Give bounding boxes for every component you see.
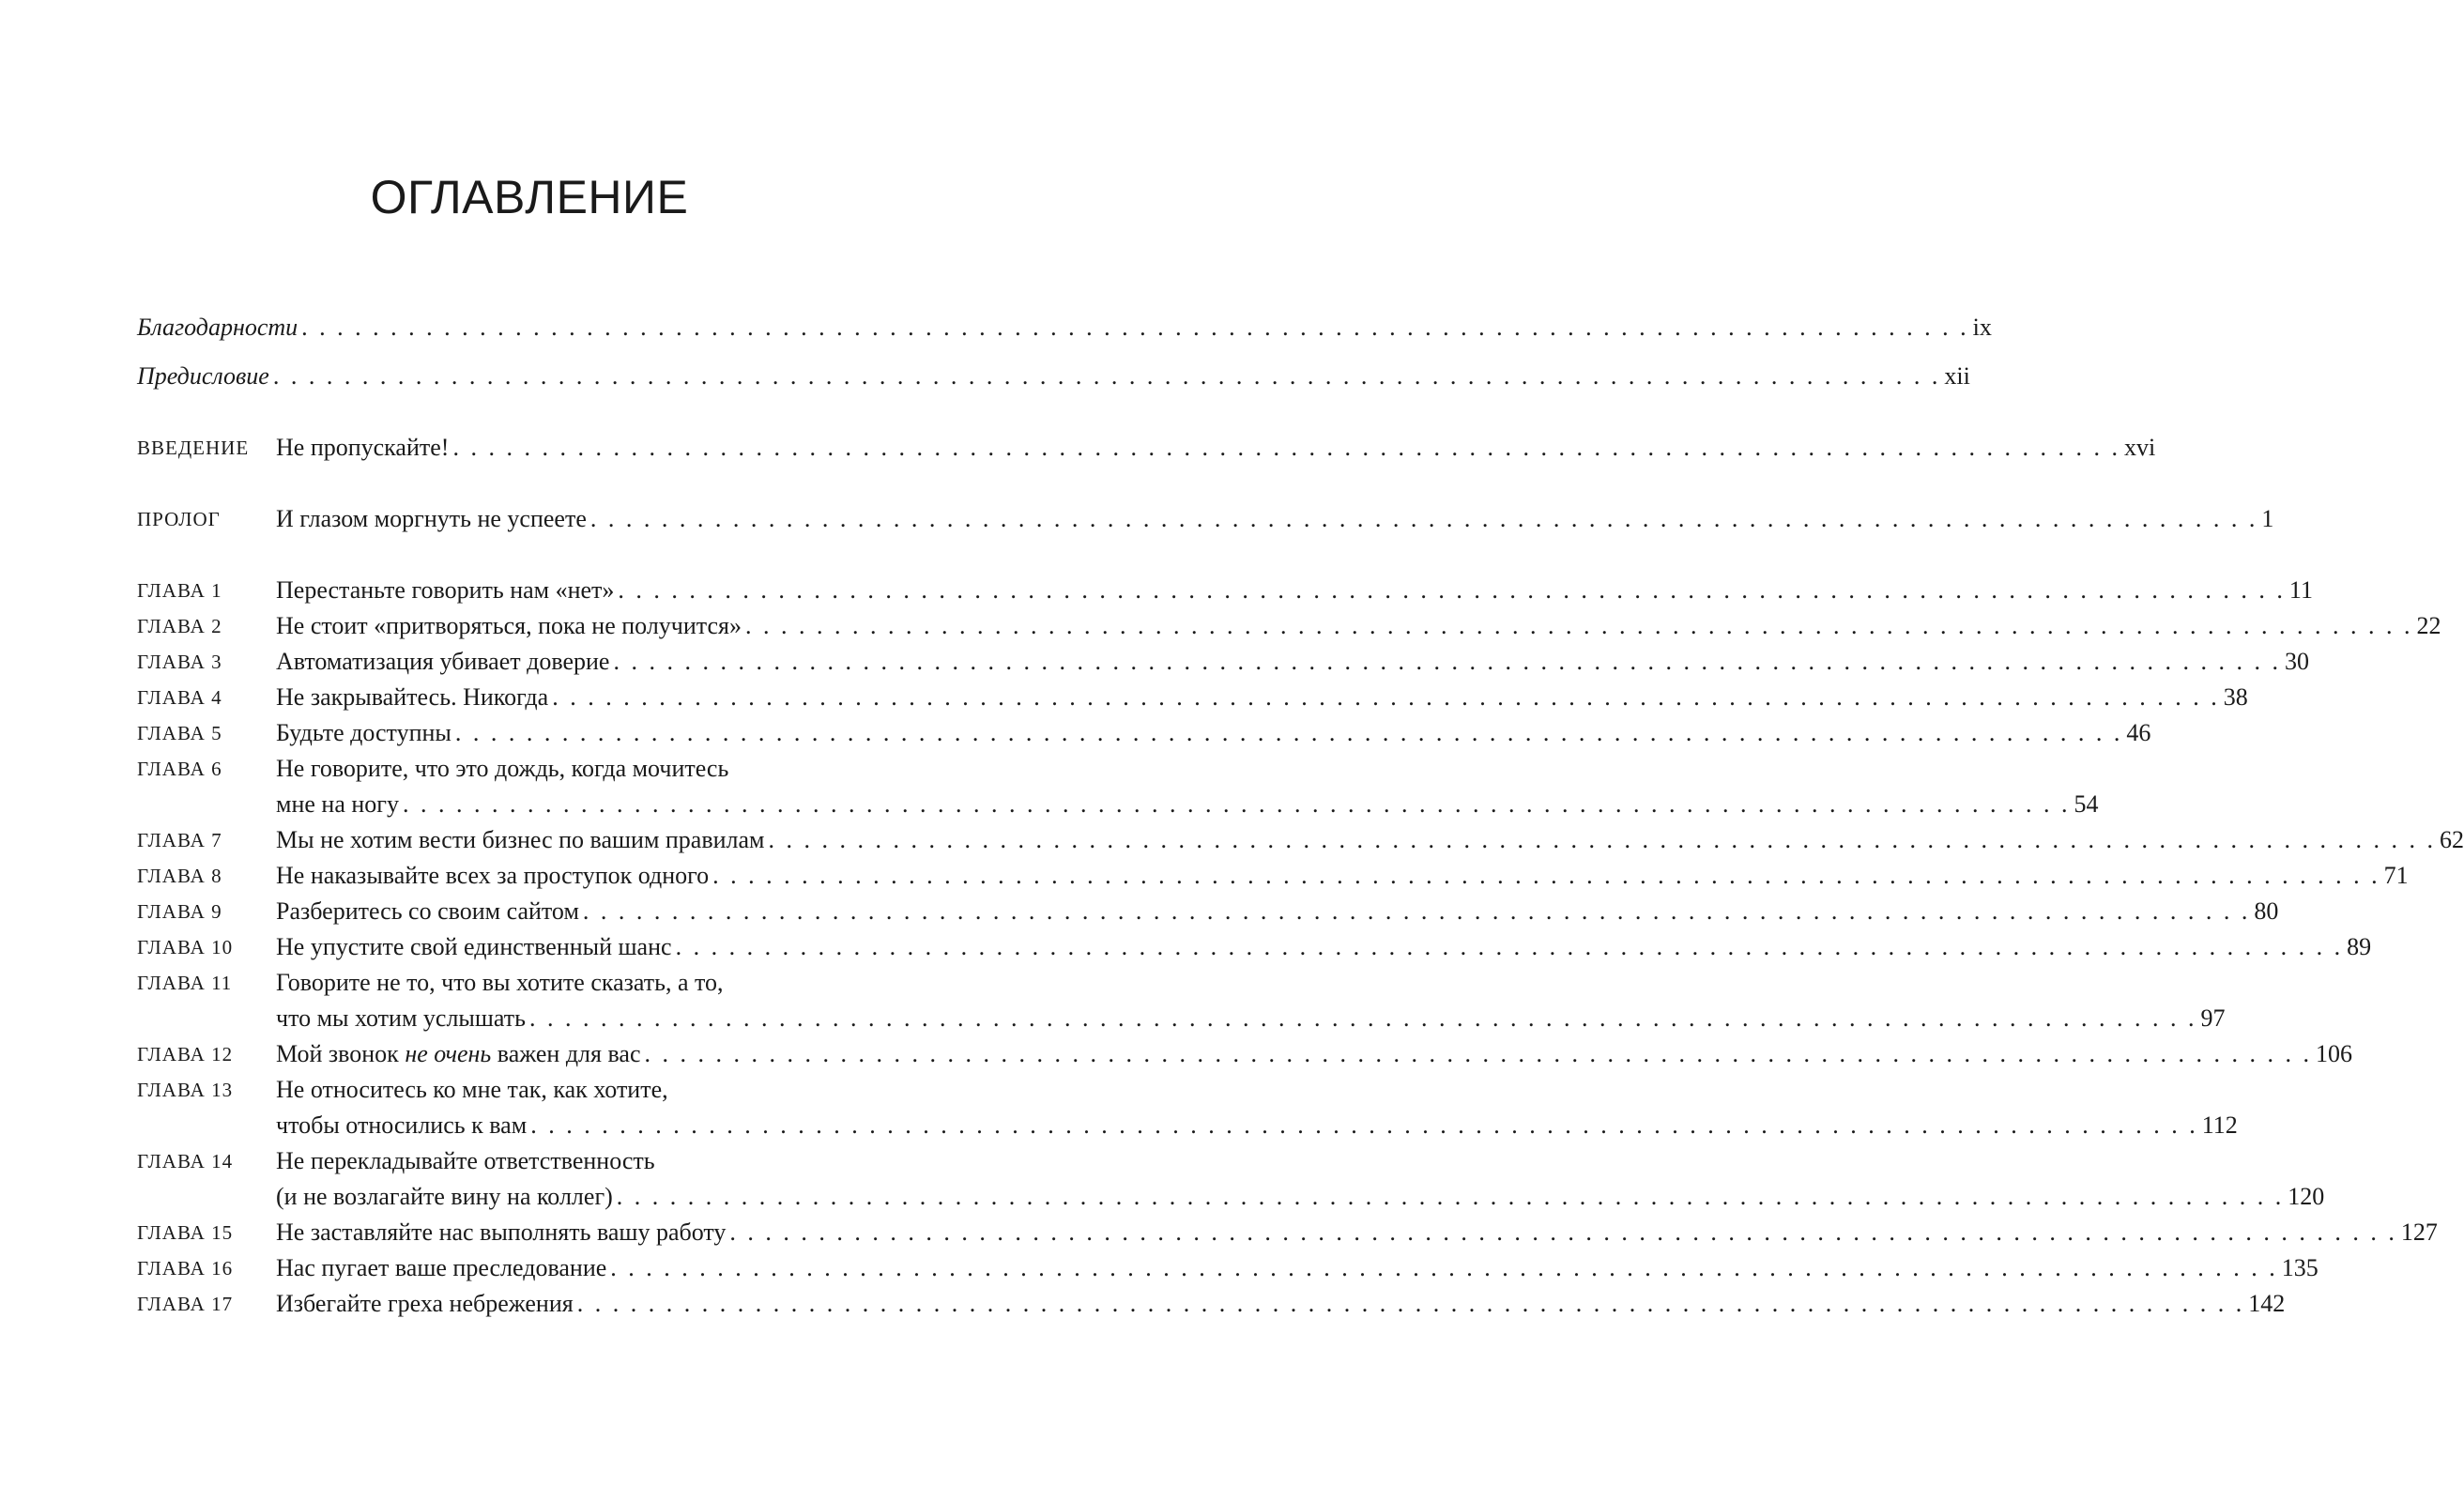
- dot-leader: . . . . . . . . . . . . . . . . . . . . . . . . . . . . . . . . . . . . . . . . . . . . . . . . . . . . . . . . . . . . . . . . . . . . . . . . . . . . . . . . . . . . . . . . . . . . . .: [613, 648, 2281, 675]
- entry-title: Не упустите свой единственный шанс: [276, 933, 672, 960]
- entry-title: Не закрывайтесь. Никогда: [276, 683, 549, 711]
- entry-title-part-2: важен для вас: [491, 1040, 641, 1067]
- entry-label: ГЛАВА 9: [137, 900, 222, 923]
- entry-label: ГЛАВА 17: [137, 1293, 234, 1315]
- dot-leader: . . . . . . . . . . . . . . . . . . . . . . . . . . . . . . . . . . . . . . . . . . . . . . . . . . . . . . . . . . . . . . . . . . . . . . . . . . . . . . . . . . . . . . . . . . . . . .: [552, 683, 2220, 711]
- entry-label: ВВЕДЕНИЕ: [137, 437, 250, 459]
- page-number: xii: [1944, 362, 1970, 390]
- toc-entry-chapter-6[interactable]: [137, 751, 2099, 822]
- dot-leader: . . . . . . . . . . . . . . . . . . . . . . . . . . . . . . . . . . . . . . . . . . . . . . . . . . . . . . . . . . . . . . . . . . . . . . . . . . . . . . . . . . . . . . . . . . . . . .: [530, 1111, 2198, 1139]
- entry-label: ГЛАВА 6: [137, 758, 222, 780]
- entry-label: ГЛАВА 11: [137, 972, 233, 994]
- entry-title-line-1: Не говорите, что это дождь, когда мочитесь: [276, 755, 729, 782]
- dot-leader: . . . . . . . . . . . . . . . . . . . . . . . . . . . . . . . . . . . . . . . . . . . . . . . . . . . . . . . . . . . . . . . . . . . . . . . . . . . . . . . . . . . . . . . . . . . . . .: [589, 505, 2258, 532]
- entry-title-line-2: чтобы относились к вам: [276, 1111, 528, 1139]
- toc-entry-chapter-3[interactable]: [137, 644, 2309, 680]
- dot-leader: . . . . . . . . . . . . . . . . . . . . . . . . . . . . . . . . . . . . . . . . . . . . . . . . . . . . . . . . . . . . . . . . . . . . . . . . . . . . . . . . . . . . . . . . . . . . . .: [452, 434, 2120, 461]
- entry-title: Благодарности: [137, 314, 298, 341]
- entry-title: Разберитесь со своим сайтом: [276, 897, 579, 925]
- entry-title: Не стоит «притворяться, пока не получится»: [276, 612, 742, 639]
- toc-entry-chapter-11[interactable]: [137, 965, 2226, 1036]
- toc-entry-chapter-15[interactable]: [137, 1215, 2438, 1250]
- toc-entry-chapter-14[interactable]: [137, 1143, 2325, 1215]
- entry-label: ГЛАВА 8: [137, 865, 222, 887]
- page-number: 38: [2223, 683, 2248, 711]
- page-number: 30: [2284, 648, 2309, 675]
- entry-title-line-2: (и не возлагайте вину на коллег): [276, 1183, 613, 1210]
- entry-title: Перестаньте говорить нам «нет»: [276, 576, 615, 604]
- dot-leader: . . . . . . . . . . . . . . . . . . . . . . . . . . . . . . . . . . . . . . . . . . . . . . . . . . . . . . . . . . . . . . . . . . . . . . . . . . . . . . . . . . . . . . . . . . . . . .: [529, 1004, 2197, 1032]
- toc-entry-chapter-16[interactable]: [137, 1250, 2319, 1286]
- page-number: 106: [2316, 1040, 2352, 1067]
- entry-title: Не наказывайте всех за проступок одного: [276, 862, 710, 889]
- entry-title: Не пропускайте!: [276, 434, 450, 461]
- dot-leader: . . . . . . . . . . . . . . . . . . . . . . . . . . . . . . . . . . . . . . . . . . . . . . . . . . . . . . . . . . . . . . . . . . . . . . . . . . . . . . . . . . . . . . . . . . . . . .: [616, 1183, 2285, 1210]
- page-title: ОГЛАВЛЕНИЕ: [370, 171, 689, 223]
- entry-title: Не заставляйте нас выполнять вашу работу: [276, 1218, 727, 1246]
- page-number: 46: [2126, 719, 2151, 746]
- toc-entry-chapter-1[interactable]: [137, 573, 2313, 608]
- toc-entry-introduction[interactable]: [137, 430, 2156, 466]
- dot-leader: . . . . . . . . . . . . . . . . . . . . . . . . . . . . . . . . . . . . . . . . . . . . . . . . . . . . . . . . . . . . . . . . . . . . . . . . . . . . . . . . . . . . . . . . . . . . . .: [402, 790, 2071, 818]
- entry-label: ГЛАВА 14: [137, 1150, 234, 1172]
- entry-label: ГЛАВА 16: [137, 1257, 234, 1280]
- toc-entry-chapter-7[interactable]: [137, 822, 2464, 858]
- toc-entry-chapter-12[interactable]: [137, 1036, 2352, 1072]
- page-number: 89: [2347, 933, 2372, 960]
- dot-leader: . . . . . . . . . . . . . . . . . . . . . . . . . . . . . . . . . . . . . . . . . . . . . . . . . . . . . . . . . . . . . . . . . . . . . . . . . . . . . . . . . . . . . . . . . . . . . .: [712, 862, 2380, 889]
- page-number: 97: [2200, 1004, 2226, 1032]
- entry-label: ГЛАВА 3: [137, 651, 222, 673]
- entry-title: Предисловие: [137, 362, 269, 390]
- entry-label: ГЛАВА 12: [137, 1043, 234, 1065]
- entry-title-line-1: Не относитесь ко мне так, как хотите,: [276, 1076, 668, 1103]
- entry-title: [276, 1036, 641, 1072]
- entry-label: ГЛАВА 4: [137, 686, 222, 709]
- entry-title-line-2: что мы хотим услышать: [276, 1004, 527, 1032]
- page-number: 135: [2281, 1254, 2319, 1281]
- entry-title-line-2: мне на ногу: [276, 790, 399, 818]
- toc-entry-chapter-10[interactable]: [137, 929, 2372, 965]
- toc-entry-chapter-9[interactable]: [137, 894, 2279, 929]
- toc-entry-chapter-2[interactable]: [137, 608, 2441, 644]
- page-number: xvi: [2123, 434, 2156, 461]
- entry-label: ГЛАВА 10: [137, 936, 234, 958]
- page-number: ix: [1972, 314, 1992, 341]
- page-number: 80: [2254, 897, 2279, 925]
- dot-leader: . . . . . . . . . . . . . . . . . . . . . . . . . . . . . . . . . . . . . . . . . . . . . . . . . . . . . . . . . . . . . . . . . . . . . . . . . . . . . . . . . . . . . . . . . . . . . .: [610, 1254, 2278, 1281]
- dot-leader: . . . . . . . . . . . . . . . . . . . . . . . . . . . . . . . . . . . . . . . . . . . . . . . . . . . . . . . . . . . . . . . . . . . . . . . . . . . . . . . . . . . . . . . . . . . . . .: [675, 933, 2344, 960]
- dot-leader: . . . . . . . . . . . . . . . . . . . . . . . . . . . . . . . . . . . . . . . . . . . . . . . . . . . . . . . . . . . . . . . . . . . . . . . . . . . . . . . . . . . . . . . . . . . . . .: [454, 719, 2123, 746]
- entry-label: ГЛАВА 2: [137, 615, 222, 637]
- dot-leader: . . . . . . . . . . . . . . . . . . . . . . . . . . . . . . . . . . . . . . . . . . . . . . . . . . . . . . . . . . . . . . . . . . . . . . . . . . . . . . . . . . . . . . . . . . . . . .: [644, 1040, 2312, 1067]
- page-number: 62: [2440, 826, 2464, 853]
- entry-title-part-1: Мой звонок: [276, 1040, 406, 1067]
- page-number: 120: [2288, 1183, 2325, 1210]
- dot-leader: . . . . . . . . . . . . . . . . . . . . . . . . . . . . . . . . . . . . . . . . . . . . . . . . . . . . . . . . . . . . . . . . . . . . . . . . . . . . . . . . . . . . . . . . . . . . . .: [576, 1290, 2245, 1317]
- entry-label: ГЛАВА 5: [137, 722, 222, 744]
- dot-leader: . . . . . . . . . . . . . . . . . . . . . . . . . . . . . . . . . . . . . . . . . . . . . . . . . . . . . . . . . . . . . . . . . . . . . . . . . . . . . . . . . . . . . . . . . . . . . .: [744, 612, 2413, 639]
- dot-leader: . . . . . . . . . . . . . . . . . . . . . . . . . . . . . . . . . . . . . . . . . . . . . . . . . . . . . . . . . . . . . . . . . . . . . . . . . . . . . . . . . . . . . . . . . . . . . .: [618, 576, 2286, 604]
- toc-entry-chapter-4[interactable]: [137, 680, 2248, 715]
- dot-leader: . . . . . . . . . . . . . . . . . . . . . . . . . . . . . . . . . . . . . . . . . . . . . . . . . . . . . . . . . . . . . . . . . . . . . . . . . . . . . . . . . . . . . . . . . . . . . .: [729, 1218, 2397, 1246]
- page-number: 112: [2201, 1111, 2238, 1139]
- entry-title: И глазом моргнуть не успеете: [276, 505, 587, 532]
- dot-leader: . . . . . . . . . . . . . . . . . . . . . . . . . . . . . . . . . . . . . . . . . . . . . . . . . . . . . . . . . . . . . . . . . . . . . . . . . . . . . . . . . . . . . . . . . . . . . .: [582, 897, 2251, 925]
- page-number: 22: [2416, 612, 2441, 639]
- page-number: 1: [2261, 505, 2274, 532]
- entry-label: ГЛАВА 13: [137, 1079, 234, 1101]
- toc-entry-preface[interactable]: [137, 359, 1970, 394]
- page-number: 11: [2288, 576, 2313, 604]
- dot-leader: . . . . . . . . . . . . . . . . . . . . . . . . . . . . . . . . . . . . . . . . . . . . . . . . . . . . . . . . . . . . . . . . . . . . . . . . . . . . . . . . . . . . . . . . . . . . . .: [272, 362, 1941, 390]
- entry-title: Нас пугает ваше преследование: [276, 1254, 607, 1281]
- toc-entry-chapter-13[interactable]: [137, 1072, 2238, 1143]
- toc-entry-prologue[interactable]: [137, 501, 2274, 537]
- entry-title-emphasis: не очень: [405, 1040, 492, 1067]
- dot-leader: . . . . . . . . . . . . . . . . . . . . . . . . . . . . . . . . . . . . . . . . . . . . . . . . . . . . . . . . . . . . . . . . . . . . . . . . . . . . . . . . . . . . . . . . . . . . . .: [301, 314, 1969, 341]
- entry-label: ГЛАВА 7: [137, 829, 222, 851]
- toc-entry-acknowledgements[interactable]: [137, 310, 1992, 345]
- entry-label: ПРОЛОГ: [137, 508, 221, 530]
- page-number: 54: [2074, 790, 2099, 818]
- toc-entry-chapter-8[interactable]: [137, 858, 2409, 894]
- entry-title-line-1: Говорите не то, что вы хотите сказать, а то,: [276, 969, 724, 996]
- entry-title: Избегайте греха небрежения: [276, 1290, 574, 1317]
- page-number: 127: [2400, 1218, 2438, 1246]
- entry-title-line-1: Не перекладывайте ответственность: [276, 1147, 655, 1174]
- entry-label: ГЛАВА 1: [137, 579, 222, 602]
- entry-title: Будьте доступны: [276, 719, 451, 746]
- table-of-contents: [137, 310, 2464, 1322]
- toc-entry-chapter-17[interactable]: [137, 1286, 2286, 1322]
- entry-title: Автоматизация убивает доверие: [276, 648, 610, 675]
- toc-entry-chapter-5[interactable]: [137, 715, 2151, 751]
- dot-leader: . . . . . . . . . . . . . . . . . . . . . . . . . . . . . . . . . . . . . . . . . . . . . . . . . . . . . . . . . . . . . . . . . . . . . . . . . . . . . . . . . . . . . . . . . . . . . .: [768, 826, 2437, 853]
- entry-label: ГЛАВА 15: [137, 1221, 234, 1244]
- entry-title: Мы не хотим вести бизнес по вашим правилам: [276, 826, 765, 853]
- page-number: 142: [2248, 1290, 2286, 1317]
- page-number: 71: [2383, 862, 2409, 889]
